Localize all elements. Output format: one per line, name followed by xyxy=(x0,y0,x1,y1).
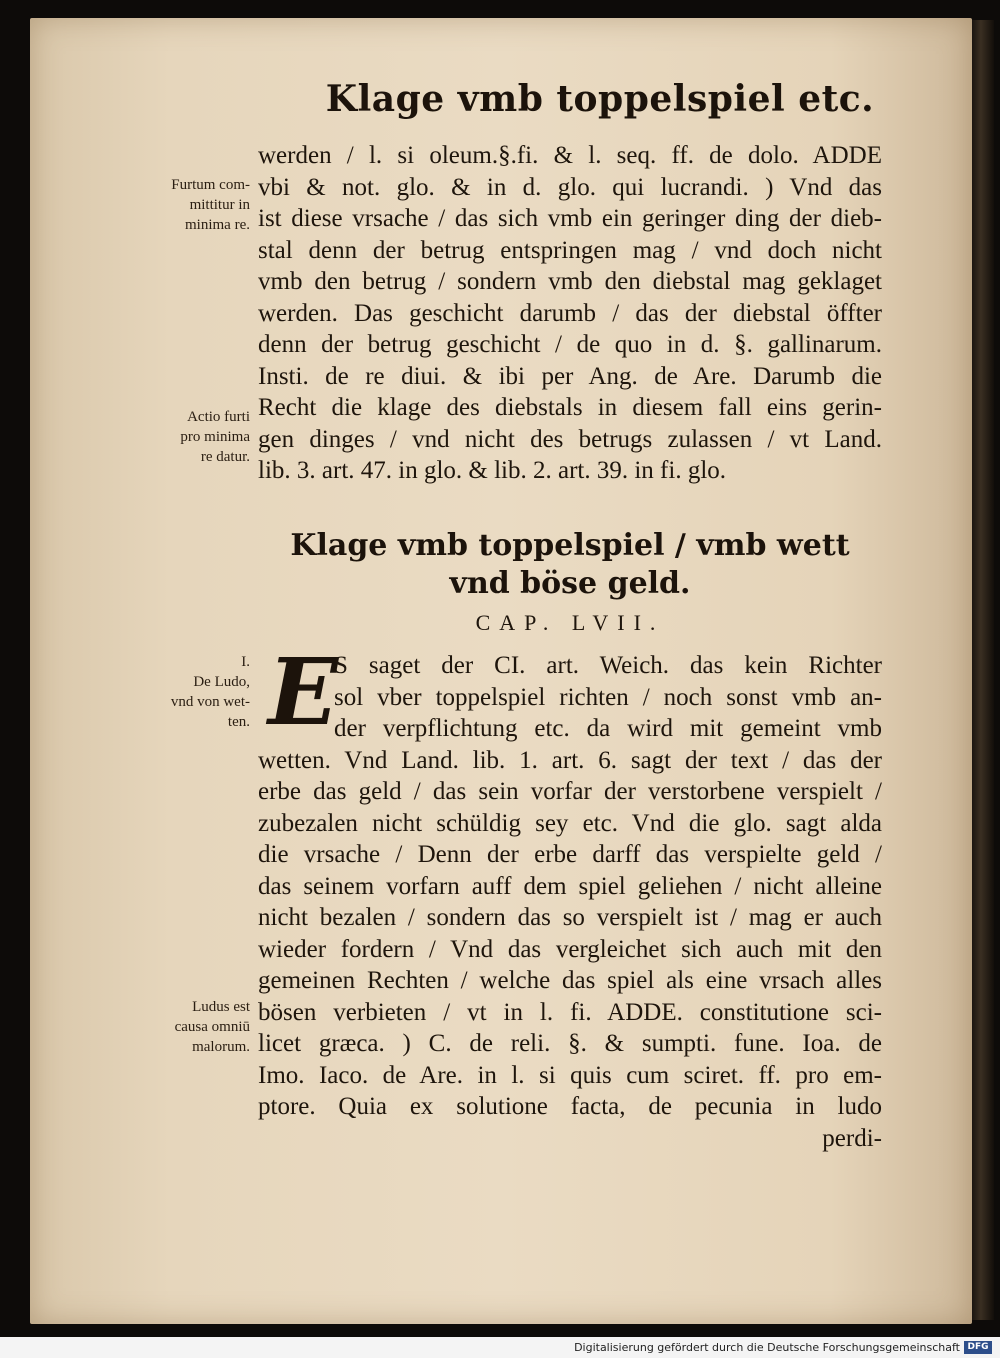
body-text-block-1 xyxy=(258,140,882,487)
text-line: denn der betrug geschicht / de quo in d. §. gallinarum. xyxy=(258,331,882,358)
text-line: wetten. Vnd Land. lib. 1. art. 6. sagt der text / das der xyxy=(258,746,882,774)
text-line: die vrsache / Denn der erbe darff das verspielte geld / xyxy=(258,841,882,868)
catchword: perdi- xyxy=(822,1124,882,1152)
text-line: Imo. Iaco. de Are. in l. si quis cum sciret. ff. pro em- xyxy=(258,1061,882,1089)
text-line: sol vber toppelspiel richten / noch sonst vmb an- xyxy=(334,683,882,711)
margin-note-line: pro minima xyxy=(180,429,250,445)
text-line: der verpflichtung etc. da wird mit gemeint vmb xyxy=(334,715,882,742)
text-line: vmb den betrug / sondern vmb den diebstal mag geklaget xyxy=(258,268,882,295)
margin-note-line: Ludus est xyxy=(192,999,250,1015)
text-line: ist diese vrsache / das sich vmb ein geringer ding der dieb- xyxy=(258,205,882,232)
text-line: wieder fordern / Vnd das vergleichet sich auch mit den xyxy=(258,935,882,963)
margin-note-line: re datur. xyxy=(200,449,250,465)
text-line: nicht bezalen / sondern das so verspielt ist / mag er auch xyxy=(258,904,882,931)
margin-note-line: Furtum com- xyxy=(171,177,250,193)
text-line: S saget der CI. art. Weich. das kein Richter xyxy=(334,652,882,679)
margin-note-line: minima re. xyxy=(185,217,250,233)
margin-note-line: mittitur in xyxy=(189,197,250,213)
text-line: das seinem vorfarn auff dem spiel geliehen / nicht alleine xyxy=(258,872,882,900)
margin-note-line: I. xyxy=(241,654,250,670)
chapter-heading: Klage vmb toppelspiel / vmb wett xyxy=(290,528,850,563)
text-line: Recht die klage des diebstals in diesem fall eins gerin- xyxy=(258,394,882,421)
funding-notice: Digitalisierung gefördert durch die Deutsche Forschungsgemeinschaft xyxy=(574,1341,960,1354)
text-line: licet græca. ) C. de reli. §. & sumpti. fune. Ioa. de xyxy=(258,1030,882,1057)
text-line: stal denn der betrug entspringen mag / vnd doch nicht xyxy=(258,236,882,264)
text-line: gen dinges / vnd nicht des betrugs zulassen / vt Land. xyxy=(258,425,882,453)
dfg-logo: DFG xyxy=(964,1341,992,1354)
text-line: ptore. Quia ex solutione facta, de pecunia in ludo xyxy=(258,1093,882,1120)
text-line: werden. Das geschicht darumb / das der diebstal öffter xyxy=(258,299,882,327)
margin-note-ludus xyxy=(126,997,250,1057)
text-line: erbe das geld / das sein vorfar der verstorbene verspielt / xyxy=(258,778,882,805)
margin-note-line: causa omniū xyxy=(174,1019,250,1035)
margin-note-line: malorum. xyxy=(192,1039,250,1055)
text-line: vbi & not. glo. & in d. glo. qui lucrandi. ) Vnd das xyxy=(258,173,882,201)
margin-note-line: Actio furti xyxy=(187,409,250,425)
text-line: lib. 3. art. 47. in glo. & lib. 2. art. 39. in fi. glo. xyxy=(258,457,727,484)
running-head: Klage vmb toppelspiel etc. xyxy=(325,78,875,120)
text-line: bösen verbieten / vt in l. fi. ADDE. constitutione sci- xyxy=(258,998,882,1026)
text-line: gemeinen Rechten / welche das spiel als eine vrsach alles xyxy=(258,967,882,994)
margin-note-ludo xyxy=(126,652,250,732)
body-text-block-2 xyxy=(258,638,882,1154)
chapter-number: CAP. LVII. xyxy=(475,610,665,635)
text-line: zubezalen nicht schüldig sey etc. Vnd die glo. sagt alda xyxy=(258,809,882,837)
footer-bar xyxy=(0,1337,1000,1358)
page-edge xyxy=(972,20,994,1320)
chapter-heading-continued: vnd böse geld. xyxy=(449,566,691,601)
margin-note-furtum xyxy=(126,175,250,235)
margin-note-line: ten. xyxy=(227,714,250,730)
margin-note-actio xyxy=(126,407,250,467)
decorated-initial: E xyxy=(268,638,339,746)
margin-note-line: vnd von wet- xyxy=(170,694,250,710)
margin-note-line: De Ludo, xyxy=(193,674,250,690)
text-line: werden / l. si oleum.§.fi. & l. seq. ff. de dolo. ADDE xyxy=(258,142,882,169)
text-line: Insti. de re diui. & ibi per Ang. de Are. Darumb die xyxy=(258,362,882,390)
